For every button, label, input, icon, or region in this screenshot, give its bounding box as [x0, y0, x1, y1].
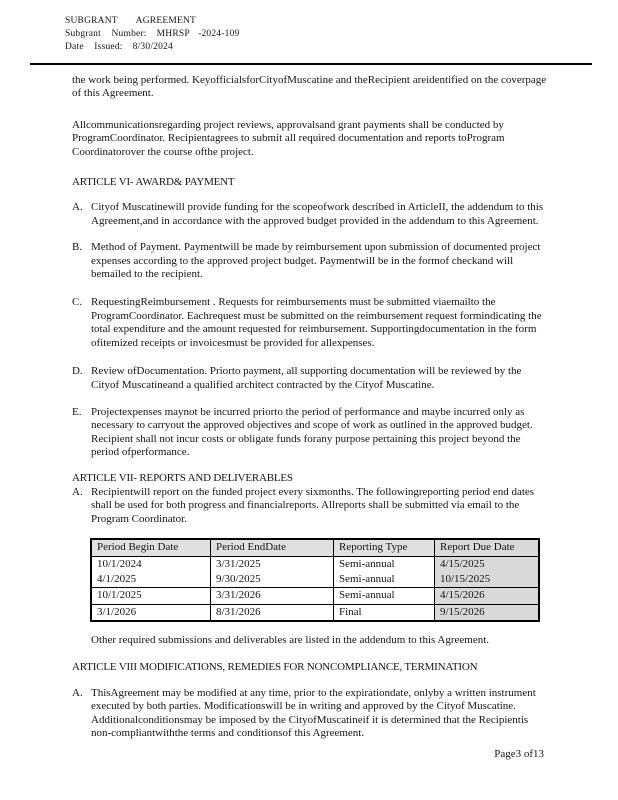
- item-label: B.: [72, 241, 83, 254]
- cell-period-begin: 10/1/2025: [91, 588, 211, 604]
- table-row: [91, 588, 539, 604]
- cell-reporting-type: Final: [334, 604, 435, 621]
- column-header-period-begin: Period Begin Date: [91, 539, 211, 556]
- date-issued-line: [65, 41, 239, 54]
- date-issued-label: Date Issued:: [65, 42, 123, 52]
- cell-period-end: 8/31/2026: [211, 604, 334, 621]
- subgrant-number-value: MHRSP -2024-109: [156, 29, 240, 39]
- document-body: [72, 74, 549, 741]
- page-number: Page3 of13: [494, 748, 544, 760]
- cell-period-end: 3/31/2026: [211, 588, 334, 604]
- cell-period-begin: 3/1/2026: [91, 604, 211, 621]
- intro-paragraph-1: the work being performed. KeyofficialsforCityofMuscatine and theRecipient areidentified on the coverpage of this Agreement.: [72, 74, 547, 100]
- letterhead: [65, 15, 239, 54]
- article-8-heading: ARTICLE VIII MODIFICATIONS, REMEDIES FOR NONCOMPLIANCE, TERMINATION: [72, 660, 478, 673]
- cell-report-due: 4/15/2026: [435, 588, 540, 604]
- column-header-period-end: Period EndDate: [211, 539, 334, 556]
- article-7-heading: ARTICLE VII- REPORTS AND DELIVERABLES: [72, 471, 293, 484]
- article-6-item-b: [72, 241, 549, 281]
- item-text: Method of Payment. Paymentwill be made by reimbursement upon submission of documented project expenses according to the approved project budget. Paymentwill be in the formof checkand will bemailed to the recipient.: [91, 241, 541, 281]
- item-text: ThisAgreement may be modified at any time, prior to the expirationdate, onlyby a written instrument executed by both parties. Modificationswill be in writing and approved by the Cityof Muscatine. Additionalconditionsmay be imposed by the CityofMuscatineif it is determined that the Recipientis non-compliantwiththe terms and conditionsof this Agreement.: [91, 687, 536, 740]
- reporting-schedule-table: [90, 538, 540, 622]
- subgrant-number-label: Subgrant Number:: [65, 29, 147, 39]
- item-label: E.: [72, 405, 82, 418]
- article-6-item-e: [72, 406, 549, 460]
- cell-reporting-type: Semi-annual: [334, 588, 435, 604]
- item-label: A.: [72, 485, 83, 498]
- cell-period-begin: 4/1/2025: [91, 572, 211, 588]
- table-row: [91, 572, 539, 588]
- item-label: C.: [72, 296, 83, 309]
- table-row: [91, 556, 539, 572]
- item-text: Cityof Muscatinewill provide funding for the scopeofwork described in ArticleII, the addendum to this Agreement,and in accordance with the approved budget provided in the addendum to this Agreement.: [91, 201, 544, 227]
- item-text: Recipientwill report on the funded project every sixmonths. The followingreporting period end dates shall be used for both progress and financialreports. Allreports shall be submitted via email to the Program Coordinator.: [91, 485, 535, 525]
- column-header-reporting-type: Reporting Type: [334, 539, 435, 556]
- item-text: RequestingReimbursement . Requests for reimbursements must be submitted viaemailto the ProgramCoordinator. Eachrequest must be submitted on the reimbursement request formindicating the total expenditure and the amount requested for reimbursement. Supportingdocumentation in the form ofitemized receipts or invoicesmust be provided for allexpenses.: [91, 296, 542, 349]
- item-text: Projectexpenses maynot be incurred priorto the period of performance and maybe incurred only as necessary to carryout the approved objectives and scope of work as outlined in the approved budget. Recipient shall not incur costs or obligate funds forany purpose pertaining this project beyond the period ofperformance.: [91, 405, 533, 459]
- cell-period-begin: 10/1/2024: [91, 556, 211, 572]
- cell-report-due: 9/15/2026: [435, 604, 540, 621]
- article-7-note: Other required submissions and deliverables are listed in the addendum to this Agreement.: [91, 634, 490, 647]
- item-text: Review ofDocumentation. Priorto payment, all supporting documentation will be reviewed by the Cityof Muscatineand a qualified architect contracted by the Cityof Muscatine.: [91, 365, 522, 391]
- header-divider: [30, 63, 592, 65]
- article-6-item-a: [72, 201, 549, 228]
- document-title: SUBGRANT AGREEMENT: [65, 16, 197, 26]
- item-label: A.: [72, 687, 83, 699]
- article-8-item-a: [72, 687, 549, 741]
- table-header-row: [91, 539, 539, 556]
- cell-reporting-type: Semi-annual: [334, 572, 435, 588]
- cell-period-end: 3/31/2025: [211, 556, 334, 572]
- cell-reporting-type: Semi-annual: [334, 556, 435, 572]
- item-label: D.: [72, 365, 83, 378]
- cell-report-due: 10/15/2025: [435, 572, 540, 588]
- article-6-item-d: [72, 365, 549, 392]
- cell-period-end: 9/30/2025: [211, 572, 334, 588]
- article-7-item-a: [72, 486, 549, 526]
- column-header-report-due: Report Due Date: [435, 539, 540, 556]
- item-label: A.: [72, 201, 83, 214]
- intro-paragraph-2: Allcommunicationsregarding project reviews, approvalsand grant payments shall be conducted by ProgramCoordinator. Recipientagrees to submit all required documentation and reports toProgram Coordinatorover the course ofthe project.: [72, 118, 505, 158]
- subgrant-number-line: [65, 28, 239, 41]
- table-row: [91, 604, 539, 621]
- article-6-item-c: [72, 296, 549, 350]
- cell-report-due: 4/15/2025: [435, 556, 540, 572]
- date-issued-value: 8/30/2024: [132, 42, 173, 52]
- article-6-heading: ARTICLE VI- AWARD& PAYMENT: [72, 176, 235, 189]
